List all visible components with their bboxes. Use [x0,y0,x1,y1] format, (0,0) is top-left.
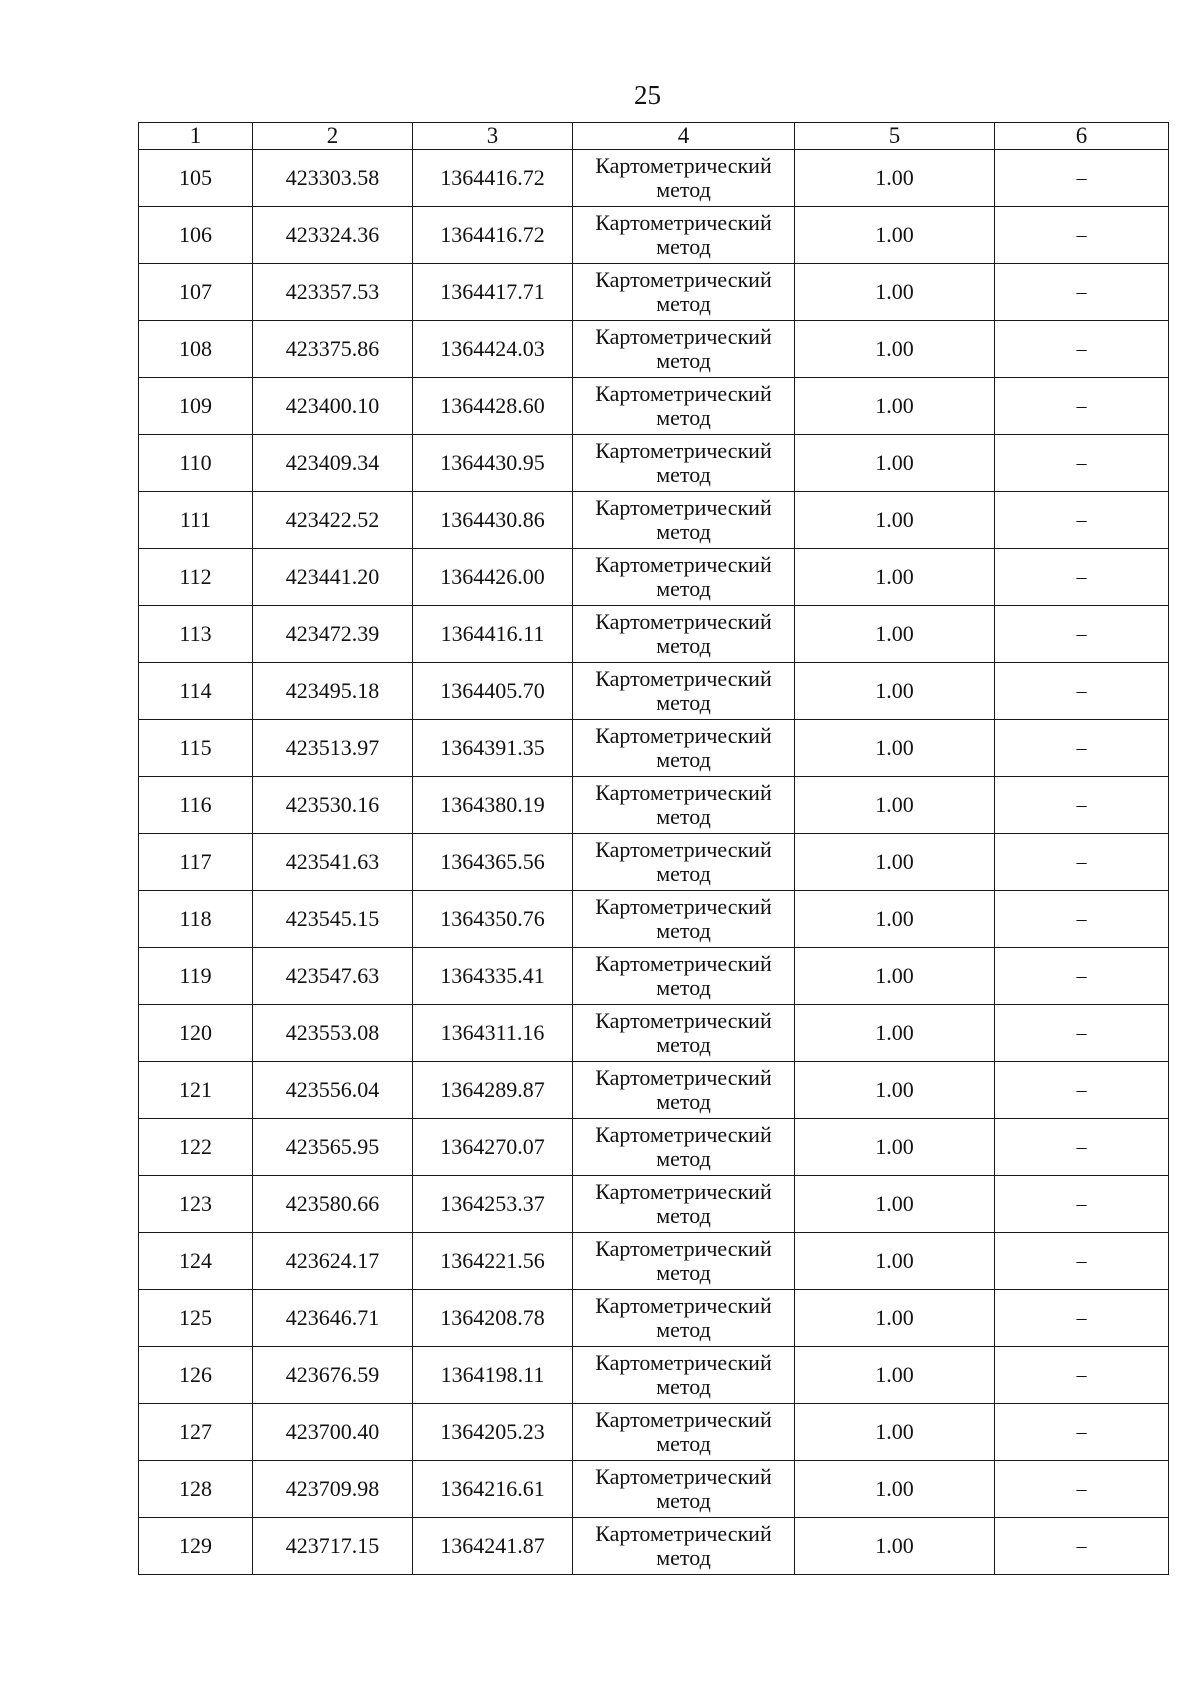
method-line-2: метод [656,975,711,1000]
method-cell [573,1176,795,1233]
method-line-1: Картометрический [595,780,772,805]
method-line-1: Картометрический [595,666,772,691]
method-line-1: Картометрический [595,1464,772,1489]
method-line-2: метод [656,462,711,487]
method-cell [573,492,795,549]
method-line-2: метод [656,291,711,316]
x-coordinate-cell: 423545.15 [253,891,413,948]
method-line-2: метод [656,1431,711,1456]
y-coordinate-cell: 1364430.86 [413,492,573,549]
method-line-2: метод [656,348,711,373]
point-number-cell: 114 [139,663,253,720]
precision-cell: 1.00 [795,321,995,378]
x-coordinate-cell: 423717.15 [253,1518,413,1575]
coordinates-table [138,122,1169,1575]
method-cell [573,606,795,663]
point-number-cell: 105 [139,150,253,207]
method-cell [573,207,795,264]
table-row [139,150,1169,207]
x-coordinate-cell: 423646.71 [253,1290,413,1347]
method-cell [573,1404,795,1461]
note-cell: – [995,1404,1169,1461]
point-number-cell: 118 [139,891,253,948]
note-cell: – [995,1005,1169,1062]
table-row [139,1404,1169,1461]
method-line-1: Картометрический [595,837,772,862]
method-line-2: метод [656,1317,711,1342]
x-coordinate-cell: 423303.58 [253,150,413,207]
method-cell [573,663,795,720]
note-cell: – [995,435,1169,492]
table-row [139,1119,1169,1176]
point-number-cell: 122 [139,1119,253,1176]
method-line-1: Картометрический [595,381,772,406]
x-coordinate-cell: 423422.52 [253,492,413,549]
note-cell: – [995,720,1169,777]
note-cell: – [995,549,1169,606]
table-row [139,606,1169,663]
method-line-1: Картометрический [595,1521,772,1546]
table-row [139,492,1169,549]
method-cell [573,1233,795,1290]
method-line-1: Картометрический [595,267,772,292]
precision-cell: 1.00 [795,606,995,663]
y-coordinate-cell: 1364270.07 [413,1119,573,1176]
point-number-cell: 106 [139,207,253,264]
method-line-2: метод [656,1488,711,1513]
method-line-2: метод [656,1545,711,1570]
column-header-2: 2 [253,123,413,150]
precision-cell: 1.00 [795,207,995,264]
y-coordinate-cell: 1364241.87 [413,1518,573,1575]
table-body [139,150,1169,1575]
y-coordinate-cell: 1364416.72 [413,207,573,264]
y-coordinate-cell: 1364416.72 [413,150,573,207]
y-coordinate-cell: 1364311.16 [413,1005,573,1062]
precision-cell: 1.00 [795,891,995,948]
method-cell [573,1518,795,1575]
y-coordinate-cell: 1364428.60 [413,378,573,435]
point-number-cell: 123 [139,1176,253,1233]
point-number-cell: 112 [139,549,253,606]
x-coordinate-cell: 423556.04 [253,1062,413,1119]
note-cell: – [995,606,1169,663]
y-coordinate-cell: 1364417.71 [413,264,573,321]
y-coordinate-cell: 1364380.19 [413,777,573,834]
note-cell: – [995,321,1169,378]
method-line-1: Картометрический [595,153,772,178]
precision-cell: 1.00 [795,378,995,435]
table-row [139,1176,1169,1233]
column-header-4: 4 [573,123,795,150]
point-number-cell: 108 [139,321,253,378]
point-number-cell: 121 [139,1062,253,1119]
point-number-cell: 125 [139,1290,253,1347]
page-number: 25 [634,80,661,110]
table-row [139,378,1169,435]
point-number-cell: 128 [139,1461,253,1518]
method-line-1: Картометрический [595,1236,772,1261]
method-line-2: метод [656,633,711,658]
x-coordinate-cell: 423409.34 [253,435,413,492]
y-coordinate-cell: 1364430.95 [413,435,573,492]
note-cell: – [995,1233,1169,1290]
method-line-1: Картометрический [595,1407,772,1432]
x-coordinate-cell: 423547.63 [253,948,413,1005]
method-line-2: метод [656,405,711,430]
method-cell [573,891,795,948]
x-coordinate-cell: 423441.20 [253,549,413,606]
precision-cell: 1.00 [795,1518,995,1575]
y-coordinate-cell: 1364424.03 [413,321,573,378]
precision-cell: 1.00 [795,834,995,891]
point-number-cell: 110 [139,435,253,492]
method-cell [573,321,795,378]
y-coordinate-cell: 1364391.35 [413,720,573,777]
x-coordinate-cell: 423472.39 [253,606,413,663]
method-line-2: метод [656,519,711,544]
x-coordinate-cell: 423709.98 [253,1461,413,1518]
method-line-1: Картометрический [595,1008,772,1033]
x-coordinate-cell: 423400.10 [253,378,413,435]
precision-cell: 1.00 [795,1233,995,1290]
method-cell [573,720,795,777]
y-coordinate-cell: 1364289.87 [413,1062,573,1119]
method-line-1: Картометрический [595,1065,772,1090]
table-row [139,777,1169,834]
y-coordinate-cell: 1364216.61 [413,1461,573,1518]
method-line-1: Картометрический [595,609,772,634]
table-row [139,1290,1169,1347]
point-number-cell: 117 [139,834,253,891]
method-line-1: Картометрический [595,438,772,463]
precision-cell: 1.00 [795,150,995,207]
point-number-cell: 109 [139,378,253,435]
point-number-cell: 119 [139,948,253,1005]
method-line-2: метод [656,1203,711,1228]
method-cell [573,549,795,606]
table-row [139,948,1169,1005]
y-coordinate-cell: 1364405.70 [413,663,573,720]
method-line-1: Картометрический [595,1350,772,1375]
method-cell [573,378,795,435]
method-line-2: метод [656,918,711,943]
method-line-1: Картометрический [595,1293,772,1318]
precision-cell: 1.00 [795,435,995,492]
method-cell [573,948,795,1005]
y-coordinate-cell: 1364205.23 [413,1404,573,1461]
precision-cell: 1.00 [795,777,995,834]
precision-cell: 1.00 [795,264,995,321]
y-coordinate-cell: 1364335.41 [413,948,573,1005]
table-row [139,435,1169,492]
y-coordinate-cell: 1364221.56 [413,1233,573,1290]
note-cell: – [995,150,1169,207]
y-coordinate-cell: 1364253.37 [413,1176,573,1233]
x-coordinate-cell: 423541.63 [253,834,413,891]
precision-cell: 1.00 [795,1461,995,1518]
column-header-1: 1 [139,123,253,150]
table-row [139,207,1169,264]
precision-cell: 1.00 [795,663,995,720]
method-cell [573,1062,795,1119]
method-line-2: метод [656,1146,711,1171]
y-coordinate-cell: 1364350.76 [413,891,573,948]
method-line-2: метод [656,861,711,886]
method-cell [573,264,795,321]
method-line-2: метод [656,177,711,202]
method-line-2: метод [656,804,711,829]
precision-cell: 1.00 [795,1062,995,1119]
table-row [139,321,1169,378]
point-number-cell: 115 [139,720,253,777]
method-cell [573,150,795,207]
x-coordinate-cell: 423624.17 [253,1233,413,1290]
precision-cell: 1.00 [795,1119,995,1176]
column-header-6: 6 [995,123,1169,150]
method-line-1: Картометрический [595,210,772,235]
x-coordinate-cell: 423553.08 [253,1005,413,1062]
x-coordinate-cell: 423495.18 [253,663,413,720]
precision-cell: 1.00 [795,1347,995,1404]
method-cell [573,1347,795,1404]
precision-cell: 1.00 [795,948,995,1005]
method-line-2: метод [656,576,711,601]
note-cell: – [995,1347,1169,1404]
table-row [139,891,1169,948]
note-cell: – [995,663,1169,720]
method-cell [573,1119,795,1176]
table-row [139,1062,1169,1119]
method-cell [573,777,795,834]
note-cell: – [995,1119,1169,1176]
method-line-2: метод [656,234,711,259]
x-coordinate-cell: 423357.53 [253,264,413,321]
note-cell: – [995,207,1169,264]
note-cell: – [995,1176,1169,1233]
note-cell: – [995,1518,1169,1575]
x-coordinate-cell: 423530.16 [253,777,413,834]
method-line-2: метод [656,690,711,715]
precision-cell: 1.00 [795,549,995,606]
x-coordinate-cell: 423580.66 [253,1176,413,1233]
note-cell: – [995,264,1169,321]
method-cell [573,435,795,492]
method-line-2: метод [656,1260,711,1285]
x-coordinate-cell: 423324.36 [253,207,413,264]
note-cell: – [995,1461,1169,1518]
column-header-5: 5 [795,123,995,150]
table-row [139,1347,1169,1404]
method-line-1: Картометрический [595,951,772,976]
method-cell [573,834,795,891]
method-line-2: метод [656,1032,711,1057]
precision-cell: 1.00 [795,492,995,549]
note-cell: – [995,492,1169,549]
method-cell [573,1461,795,1518]
y-coordinate-cell: 1364365.56 [413,834,573,891]
point-number-cell: 129 [139,1518,253,1575]
note-cell: – [995,834,1169,891]
method-line-1: Картометрический [595,324,772,349]
y-coordinate-cell: 1364208.78 [413,1290,573,1347]
precision-cell: 1.00 [795,1404,995,1461]
table-row [139,1518,1169,1575]
table-row [139,264,1169,321]
point-number-cell: 113 [139,606,253,663]
table-row [139,1233,1169,1290]
table-row [139,549,1169,606]
table-row [139,720,1169,777]
table-row [139,1005,1169,1062]
header-row [139,123,1169,150]
point-number-cell: 127 [139,1404,253,1461]
table-row [139,663,1169,720]
x-coordinate-cell: 423513.97 [253,720,413,777]
note-cell: – [995,378,1169,435]
point-number-cell: 124 [139,1233,253,1290]
precision-cell: 1.00 [795,1290,995,1347]
method-line-2: метод [656,747,711,772]
x-coordinate-cell: 423700.40 [253,1404,413,1461]
y-coordinate-cell: 1364416.11 [413,606,573,663]
method-line-1: Картометрический [595,1179,772,1204]
precision-cell: 1.00 [795,720,995,777]
method-line-1: Картометрический [595,552,772,577]
method-line-1: Картометрический [595,1122,772,1147]
note-cell: – [995,1290,1169,1347]
method-cell [573,1005,795,1062]
point-number-cell: 107 [139,264,253,321]
y-coordinate-cell: 1364426.00 [413,549,573,606]
x-coordinate-cell: 423676.59 [253,1347,413,1404]
note-cell: – [995,891,1169,948]
precision-cell: 1.00 [795,1176,995,1233]
note-cell: – [995,777,1169,834]
precision-cell: 1.00 [795,1005,995,1062]
point-number-cell: 111 [139,492,253,549]
method-line-1: Картометрический [595,894,772,919]
x-coordinate-cell: 423565.95 [253,1119,413,1176]
table-row [139,1461,1169,1518]
method-line-1: Картометрический [595,723,772,748]
point-number-cell: 120 [139,1005,253,1062]
column-header-3: 3 [413,123,573,150]
point-number-cell: 116 [139,777,253,834]
table-header [139,123,1169,150]
table-row [139,834,1169,891]
method-line-1: Картометрический [595,495,772,520]
point-number-cell: 126 [139,1347,253,1404]
y-coordinate-cell: 1364198.11 [413,1347,573,1404]
method-cell [573,1290,795,1347]
method-line-2: метод [656,1374,711,1399]
note-cell: – [995,948,1169,1005]
method-line-2: метод [656,1089,711,1114]
note-cell: – [995,1062,1169,1119]
x-coordinate-cell: 423375.86 [253,321,413,378]
